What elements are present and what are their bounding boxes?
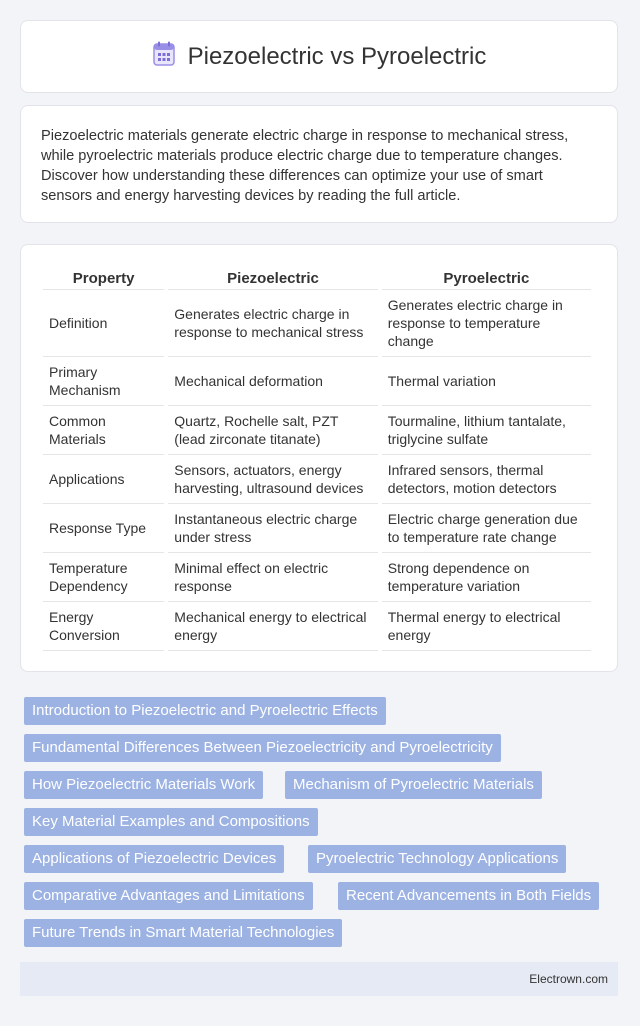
topic-link[interactable]: Recent Advancements in Both Fields [338, 882, 599, 910]
table-row [43, 290, 591, 357]
column-header: Piezoelectric [168, 267, 377, 290]
table-cell: Tourmaline, lithium tantalate, triglycine sulfate [382, 406, 591, 455]
table-row [43, 553, 591, 602]
footer-source[interactable]: Electrown.com [529, 972, 608, 986]
table-cell: Infrared sensors, thermal detectors, motion detectors [382, 455, 591, 504]
topic-link[interactable]: Comparative Advantages and Limitations [24, 882, 313, 910]
topic-link[interactable]: Mechanism of Pyroelectric Materials [285, 771, 542, 799]
table-row [43, 504, 591, 553]
table-cell: Instantaneous electric charge under stress [168, 504, 377, 553]
table-cell: Applications [43, 455, 164, 504]
intro-card [20, 105, 618, 223]
table-cell: Mechanical deformation [168, 357, 377, 406]
table-cell: Primary Mechanism [43, 357, 164, 406]
comparison-table [39, 267, 595, 651]
topic-link[interactable]: Applications of Piezoelectric Devices [24, 845, 284, 873]
table-cell: Response Type [43, 504, 164, 553]
topic-link[interactable]: How Piezoelectric Materials Work [24, 771, 263, 799]
table-row [43, 602, 591, 651]
topic-link[interactable]: Future Trends in Smart Material Technologies [24, 919, 342, 947]
table-cell: Generates electric charge in response to temperature change [382, 290, 591, 357]
table-cell: Quartz, Rochelle salt, PZT (lead zirconate titanate) [168, 406, 377, 455]
table-cell: Common Materials [43, 406, 164, 455]
table-row [43, 455, 591, 504]
comparison-table-card [20, 244, 618, 672]
table-row [43, 357, 591, 406]
topic-link[interactable]: Introduction to Piezoelectric and Pyroelectric Effects [24, 697, 386, 725]
table-cell: Generates electric charge in response to mechanical stress [168, 290, 377, 357]
table-cell: Temperature Dependency [43, 553, 164, 602]
table-cell: Sensors, actuators, energy harvesting, ultrasound devices [168, 455, 377, 504]
calendar-grid-icon [152, 41, 176, 72]
table-header-row [43, 267, 591, 290]
table-cell: Electric charge generation due to temperature rate change [382, 504, 591, 553]
topic-link[interactable]: Fundamental Differences Between Piezoelectricity and Pyroelectricity [24, 734, 501, 762]
intro-text: Piezoelectric materials generate electric charge in response to mechanical stress, while pyroelectric materials produce electric charge due to temperature changes. Discover how understanding these differences can optimize your use of smart sensors and energy harvesting devices by reading the full article. [41, 128, 569, 204]
table-cell: Thermal energy to electrical energy [382, 602, 591, 651]
table-cell: Mechanical energy to electrical energy [168, 602, 377, 651]
table-cell: Energy Conversion [43, 602, 164, 651]
table-cell: Thermal variation [382, 357, 591, 406]
topic-link[interactable]: Key Material Examples and Compositions [24, 808, 318, 836]
footer [20, 962, 618, 996]
column-header: Pyroelectric [382, 267, 591, 290]
table-cell: Minimal effect on electric response [168, 553, 377, 602]
page-title: Piezoelectric vs Pyroelectric [187, 42, 487, 70]
topic-link[interactable]: Pyroelectric Technology Applications [308, 845, 566, 873]
table-row [43, 406, 591, 455]
header-card [20, 20, 618, 93]
table-cell: Definition [43, 290, 164, 357]
table-cell: Strong dependence on temperature variation [382, 553, 591, 602]
column-header: Property [43, 267, 164, 290]
